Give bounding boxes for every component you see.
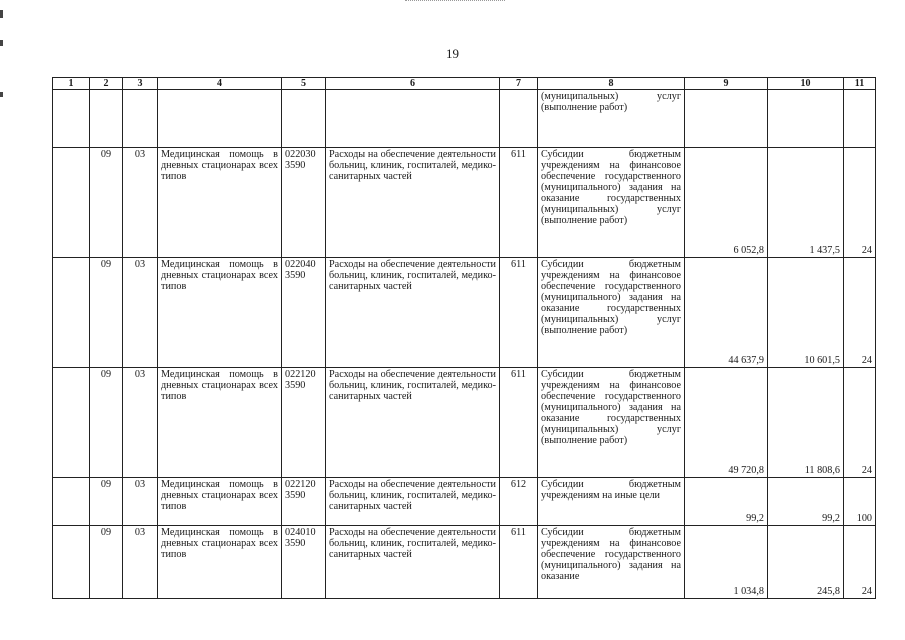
cell <box>53 148 90 258</box>
cell-expense-code: 611 <box>500 258 538 368</box>
col-header: 2 <box>90 78 123 90</box>
cell-subsection: 03 <box>123 258 158 368</box>
cell-plan: 1 034,8 <box>685 526 768 599</box>
cell <box>123 90 158 148</box>
cell-expense-type: (муниципальных) услуг (выполнение работ) <box>538 90 685 148</box>
cell-section-name: Медицинская помощь в дневных стационарах всех типов <box>158 368 282 478</box>
cell-target-code: 022040 3590 <box>282 258 326 368</box>
col-header: 9 <box>685 78 768 90</box>
cell-plan: 49 720,8 <box>685 368 768 478</box>
budget-table <box>52 77 876 599</box>
cell-plan: 6 052,8 <box>685 148 768 258</box>
cell-percent: 100 <box>844 478 876 526</box>
left-edge-mark <box>0 10 3 18</box>
cell-actual: 245,8 <box>768 526 844 599</box>
cell-expense-code: 612 <box>500 478 538 526</box>
cell-section-name: Медицинская помощь в дневных стационарах всех типов <box>158 258 282 368</box>
cell-percent: 24 <box>844 526 876 599</box>
cell-expense-code: 611 <box>500 526 538 599</box>
cell-expense-type: Субсидии бюджетным учреждениям на финансовое обеспечение государственного (муниципального) задания на оказание государственных (муниципальных) услуг (выполнение работ) <box>538 368 685 478</box>
cell-target-code: 022030 3590 <box>282 148 326 258</box>
cell <box>326 90 500 148</box>
cell-expense-type: Субсидии бюджетным учреждениям на финансовое обеспечение государственного (муниципального) задания на оказание государственных (муниципальных) услуг (выполнение работ) <box>538 148 685 258</box>
col-header: 8 <box>538 78 685 90</box>
cell <box>53 478 90 526</box>
cell-subsection: 03 <box>123 148 158 258</box>
cell <box>53 258 90 368</box>
cell <box>53 526 90 599</box>
cell <box>90 90 123 148</box>
cell-percent: 24 <box>844 368 876 478</box>
cell-actual: 11 808,6 <box>768 368 844 478</box>
cell-expense-code: 611 <box>500 148 538 258</box>
cell-section: 09 <box>90 478 123 526</box>
cell-percent: 24 <box>844 148 876 258</box>
cell-target-name: Расходы на обеспечение деятельности больниц, клиник, госпиталей, медико-санитарных частей <box>326 526 500 599</box>
cell-target-code: 022120 3590 <box>282 368 326 478</box>
cell-section: 09 <box>90 258 123 368</box>
cell-section: 09 <box>90 526 123 599</box>
cell-percent: 24 <box>844 258 876 368</box>
cell <box>53 90 90 148</box>
cell <box>158 90 282 148</box>
cell <box>500 90 538 148</box>
cell <box>53 368 90 478</box>
cell-expense-type: Субсидии бюджетным учреждениям на финансовое обеспечение государственного (муниципального) задания на оказание государственных (муниципальных) услуг (выполнение работ) <box>538 258 685 368</box>
cell-section-name: Медицинская помощь в дневных стационарах всех типов <box>158 526 282 599</box>
cell-subsection: 03 <box>123 368 158 478</box>
cell-plan: 44 637,9 <box>685 258 768 368</box>
cell-subsection: 03 <box>123 526 158 599</box>
cell-target-name: Расходы на обеспечение деятельности больниц, клиник, госпиталей, медико-санитарных частей <box>326 148 500 258</box>
cell-plan: 99,2 <box>685 478 768 526</box>
col-header: 1 <box>53 78 90 90</box>
cell-section: 09 <box>90 148 123 258</box>
cell-target-name: Расходы на обеспечение деятельности больниц, клиник, госпиталей, медико-санитарных частей <box>326 478 500 526</box>
table-row <box>53 148 876 258</box>
cell-target-name: Расходы на обеспечение деятельности больниц, клиник, госпиталей, медико-санитарных частей <box>326 258 500 368</box>
cell-target-name: Расходы на обеспечение деятельности больниц, клиник, госпиталей, медико-санитарных частей <box>326 368 500 478</box>
table-row <box>53 526 876 599</box>
cell-target-code: 022120 3590 <box>282 478 326 526</box>
col-header: 3 <box>123 78 158 90</box>
page-number: 19 <box>446 46 459 61</box>
col-header: 10 <box>768 78 844 90</box>
cell-target-code: 024010 3590 <box>282 526 326 599</box>
cell-section: 09 <box>90 368 123 478</box>
cell-expense-type: Субсидии бюджетным учреждениям на иные цели <box>538 478 685 526</box>
table-row <box>53 478 876 526</box>
cell-expense-code: 611 <box>500 368 538 478</box>
cell <box>282 90 326 148</box>
table-row <box>53 258 876 368</box>
cell-actual: 10 601,5 <box>768 258 844 368</box>
left-edge-mark <box>0 92 3 97</box>
cell <box>844 90 876 148</box>
col-header: 6 <box>326 78 500 90</box>
cell-section-name: Медицинская помощь в дневных стационарах всех типов <box>158 148 282 258</box>
top-scan-mark <box>405 0 505 3</box>
cell-section-name: Медицинская помощь в дневных стационарах всех типов <box>158 478 282 526</box>
header-row <box>53 78 876 90</box>
col-header: 5 <box>282 78 326 90</box>
cell-subsection: 03 <box>123 478 158 526</box>
cell-actual: 1 437,5 <box>768 148 844 258</box>
col-header: 7 <box>500 78 538 90</box>
col-header: 11 <box>844 78 876 90</box>
continuation-row <box>53 90 876 148</box>
cell <box>685 90 768 148</box>
col-header: 4 <box>158 78 282 90</box>
cell-expense-type: Субсидии бюджетным учреждениям на финансовое обеспечение государственного (муниципального) задания на оказание <box>538 526 685 599</box>
cell <box>768 90 844 148</box>
cell-actual: 99,2 <box>768 478 844 526</box>
table-row <box>53 368 876 478</box>
